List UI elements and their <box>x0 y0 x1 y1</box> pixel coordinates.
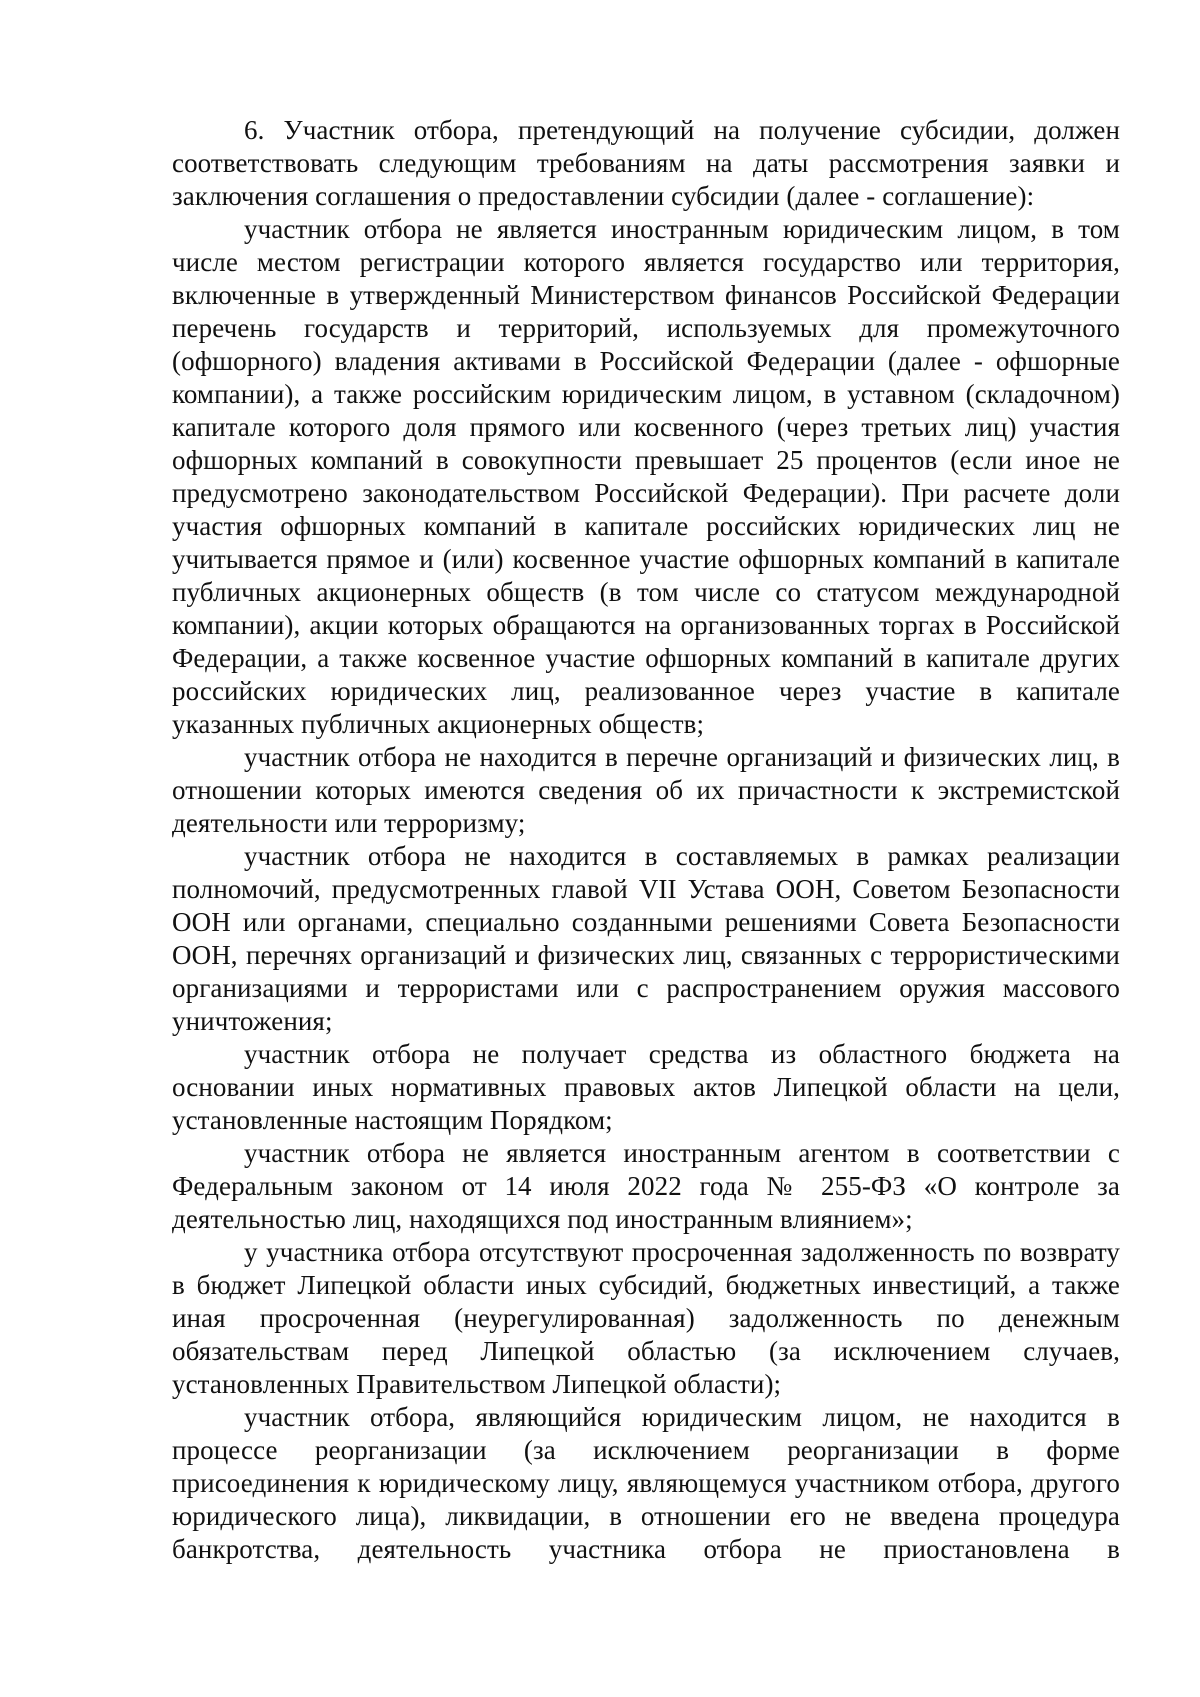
paragraph-un-sanctions-requirement: участник отбора не находится в составляемых в рамках реализации полномочий, предусмотренных главой VII Устава ООН, Советом Безопасности ООН или органами, специально созданными решениями Совета Безопасности ООН, перечнях организаций и физических лиц, связанных с террористическими организациями и террористами или с распространением оружия массового уничтожения; <box>172 841 1120 1036</box>
paragraph-extremism-requirement: участник отбора не находится в перечне организаций и физических лиц, в отношении которых имеются сведения об их причастности к экстремистской деятельности или терроризму; <box>172 742 1120 838</box>
paragraph-requirements-intro: 6. Участник отбора, претендующий на получение субсидии, должен соответствовать следующим требованиям на даты рассмотрения заявки и заключения соглашения о предоставлении субсидии (далее - соглашение): <box>172 115 1120 211</box>
paragraph-reorganization-requirement: участник отбора, являющийся юридическим лицом, не находится в процессе реорганизации (за исключением реорганизации в форме присоединения к юридическому лицу, являющемуся участником отбора, другого юридического лица), ликвидации, в отношении его не введена процедура банкротства, деятельность участника отбора не приостановлена в <box>172 1402 1120 1564</box>
paragraph-debt-requirement: у участника отбора отсутствуют просроченная задолженность по возврату в бюджет Липецкой области иных субсидий, бюджетных инвестиций, а также иная просроченная (неурегулированная) задолженность по денежным обязательствам перед Липецкой областью (за исключением случаев, установленных Правительством Липецкой области); <box>172 1237 1120 1399</box>
document-body <box>172 114 1120 1566</box>
paragraph-offshore-requirement: участник отбора не является иностранным юридическим лицом, в том числе местом регистрации которого является государство или территория, включенные в утвержденный Министерством финансов Российской Федерации перечень государств и территорий, используемых для промежуточного (офшорного) владения активами в Российской Федерации (далее - офшорные компании), а также российским юридическим лицом, в уставном (складочном) капитале которого доля прямого или косвенного (через третьих лиц) участия офшорных компаний в совокупности превышает 25 процентов (если иное не предусмотрено законодательством Российской Федерации). При расчете доли участия офшорных компаний в капитале российских юридических лиц не учитывается прямое и (или) косвенное участие офшорных компаний в капитале публичных акционерных обществ (в том числе со статусом международной компании), акции которых обращаются на организованных торгах в Российской Федерации, а также косвенное участие офшорных компаний в капитале других российских юридических лиц, реализованное через участие в капитале указанных публичных акционерных обществ; <box>172 214 1120 739</box>
paragraph-budget-funds-requirement: участник отбора не получает средства из областного бюджета на основании иных нормативных правовых актов Липецкой области на цели, установленные настоящим Порядком; <box>172 1039 1120 1135</box>
paragraph-foreign-agent-requirement: участник отбора не является иностранным агентом в соответствии с Федеральным законом от 14 июля 2022 года № 255-ФЗ «О контроле за деятельностью лиц, находящихся под иностранным влиянием»; <box>172 1138 1120 1234</box>
